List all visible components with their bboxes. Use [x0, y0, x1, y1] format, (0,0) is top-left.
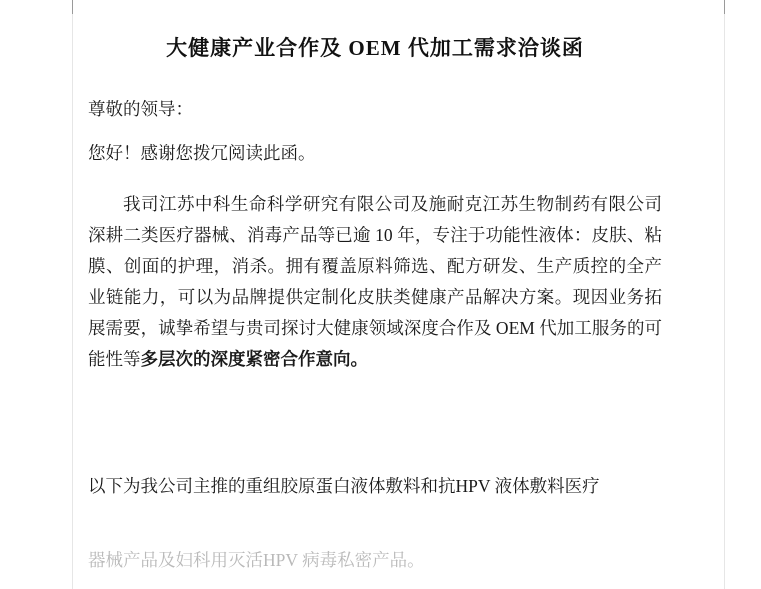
main-paragraph-text: 我司江苏中科生命科学研究有限公司及施耐克江苏生物制药有限公司深耕二类医疗器械、消毒产品等已逾 10 年，专注于功能性液体：皮肤、粘膜、创面的护理，消杀。拥有覆盖原料筛选、配方研发、生产质控的全产业链能力，可以为品牌提供定制化皮肤类健康产品解决方案。现因业务拓展需要，诚挚希望与贵司探讨大健康领域深度合作及 OEM 代加工服务的可能性等	[88, 193, 662, 370]
page-left-edge	[72, 0, 73, 589]
salutation-text: 尊敬的领导：	[88, 99, 193, 119]
crop-mark-top-right	[710, 0, 725, 14]
page-title: 大健康产业合作及 OEM 代加工需求洽谈函	[166, 36, 584, 60]
main-paragraph-emphasis: 多层次的深度紧密合作意向。	[140, 349, 368, 370]
page-right-edge	[724, 0, 725, 589]
closing-paragraph-line-1: 以下为我公司主推的重组胶原蛋白液体敷料和抗HPV 液体敷料医疗	[88, 476, 600, 497]
document-content	[88, 0, 662, 589]
closing-paragraph-line-2-text: 器械产品及妇科用灭活HPV 病毒私密产品。	[88, 550, 425, 570]
greeting-text: 您好！感谢您拨冗阅读此函。	[88, 143, 316, 164]
main-paragraph	[88, 167, 662, 376]
crop-mark-top-left	[72, 0, 87, 14]
closing-paragraph-line-2	[88, 545, 662, 576]
